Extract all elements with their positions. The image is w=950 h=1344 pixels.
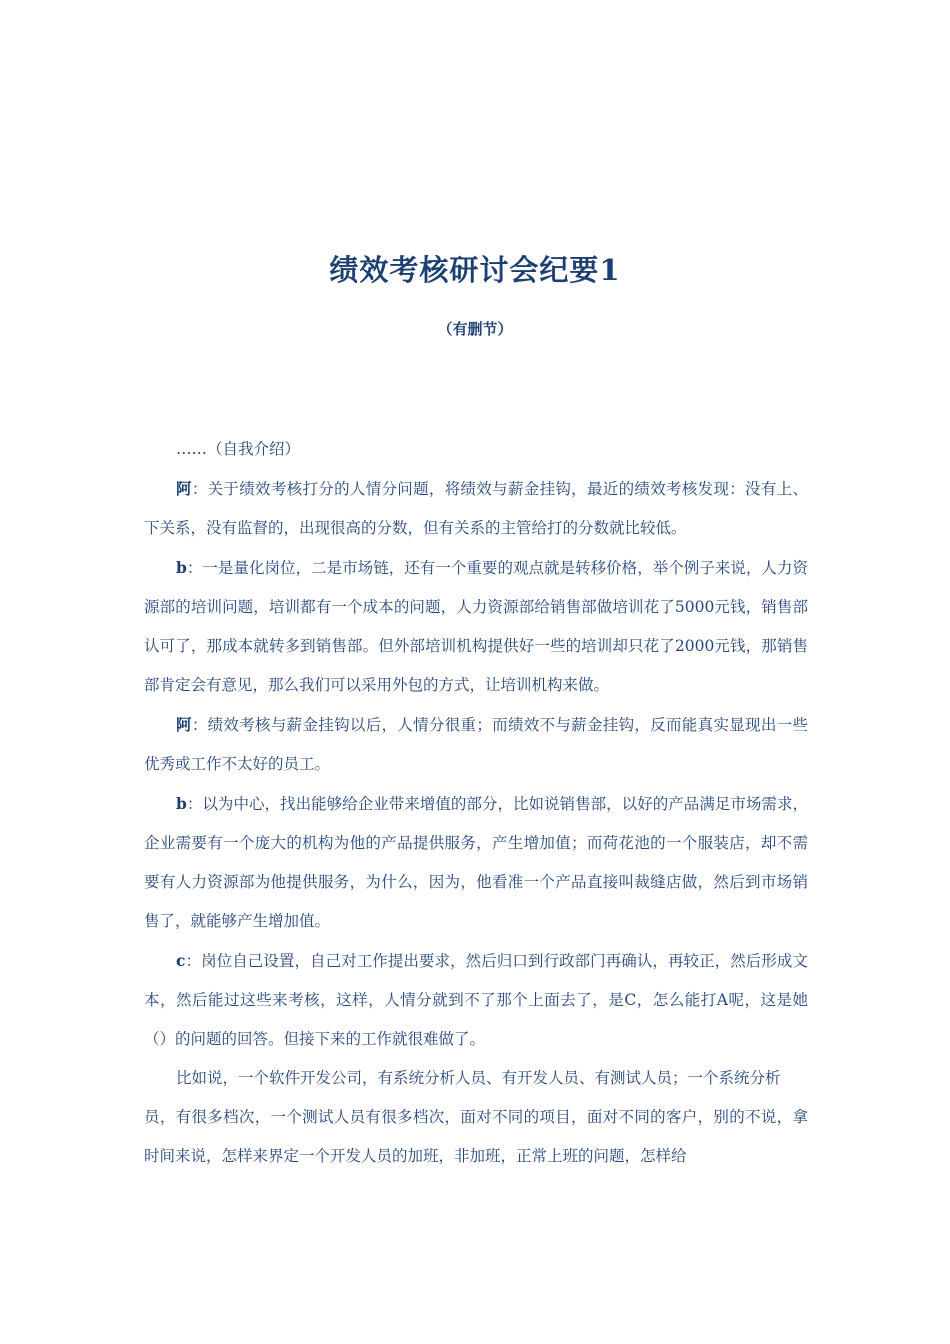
paragraph-speaker-a-1: [144, 469, 808, 548]
paragraph-text: ：一是量化岗位，二是市场链，还有一个重要的观点就是转移价格，举个例子来说，人力资源部的培训问题，培训都有一个成本的问题，人力资源部给销售部做培训花了5000元钱，销售部认可了，那成本就转多到销售部。但外部培训机构提供好一些的培训却只花了2000元钱，那销售部肯定会有意见，那么我们可以采用外包的方式，让培训机构来做。: [144, 559, 808, 694]
speaker-label: c: [176, 951, 186, 970]
paragraph-text: ……（自我介绍）: [176, 440, 301, 458]
paragraph-speaker-b-1: [144, 548, 808, 705]
paragraph-speaker-b-2: [144, 784, 808, 941]
paragraph-example: [144, 1059, 808, 1098]
paragraph-speaker-a-2: [144, 705, 808, 784]
paragraph-text: ：绩效考核与薪金挂钩以后，人情分很重；而绩效不与薪金挂钩，反而能真实显现出一些优秀或工作不太好的员工。: [144, 716, 808, 773]
speaker-label: 阿: [176, 479, 192, 498]
paragraph-text: ：岗位自己设置，自己对工作提出要求，然后归口到行政部门再确认，再较正，然后形成文本，然后能过这些来考核，这样，人情分就到不了那个上面去了，是C，怎么能打A呢，这是她（）的问题的回答。但接下来的工作就很难做了。: [144, 952, 808, 1048]
speaker-label: b: [176, 558, 187, 577]
speaker-label: 阿: [176, 715, 192, 734]
paragraph-example-continued: [144, 1098, 808, 1176]
paragraph-text: ：以为中心，找出能够给企业带来增值的部分，比如说销售部，以好的产品满足市场需求，企业需要有一个庞大的机构为他的产品提供服务，产生增加值；而荷花池的一个服装店，却不需要有人力资源部为他提供服务，为什么，因为，他看准一个产品直接叫裁缝店做，然后到市场销售了，就能够产生增加值。: [144, 795, 808, 930]
document-body: [144, 430, 808, 1176]
document-title: 绩效考核研讨会纪要1: [329, 253, 621, 287]
speaker-label: b: [176, 794, 187, 813]
paragraph-text: 员，有很多档次，一个测试人员有很多档次，面对不同的项目，面对不同的客户，别的不说，拿时间来说，怎样来界定一个开发人员的加班，非加班，正常上班的问题，怎样给: [144, 1108, 808, 1165]
paragraph-intro: [144, 430, 808, 469]
document-subtitle: （有删节）: [437, 320, 513, 338]
paragraph-text: 比如说，一个软件开发公司，有系统分析人员、有开发人员、有测试人员；一个系统分析: [176, 1069, 781, 1087]
paragraph-text: ：关于绩效考核打分的人情分问题，将绩效与薪金挂钩，最近的绩效考核发现：没有上、下关系，没有监督的，出现很高的分数，但有关系的主管给打的分数就比较低。: [144, 480, 808, 537]
paragraph-speaker-c: [144, 941, 808, 1059]
